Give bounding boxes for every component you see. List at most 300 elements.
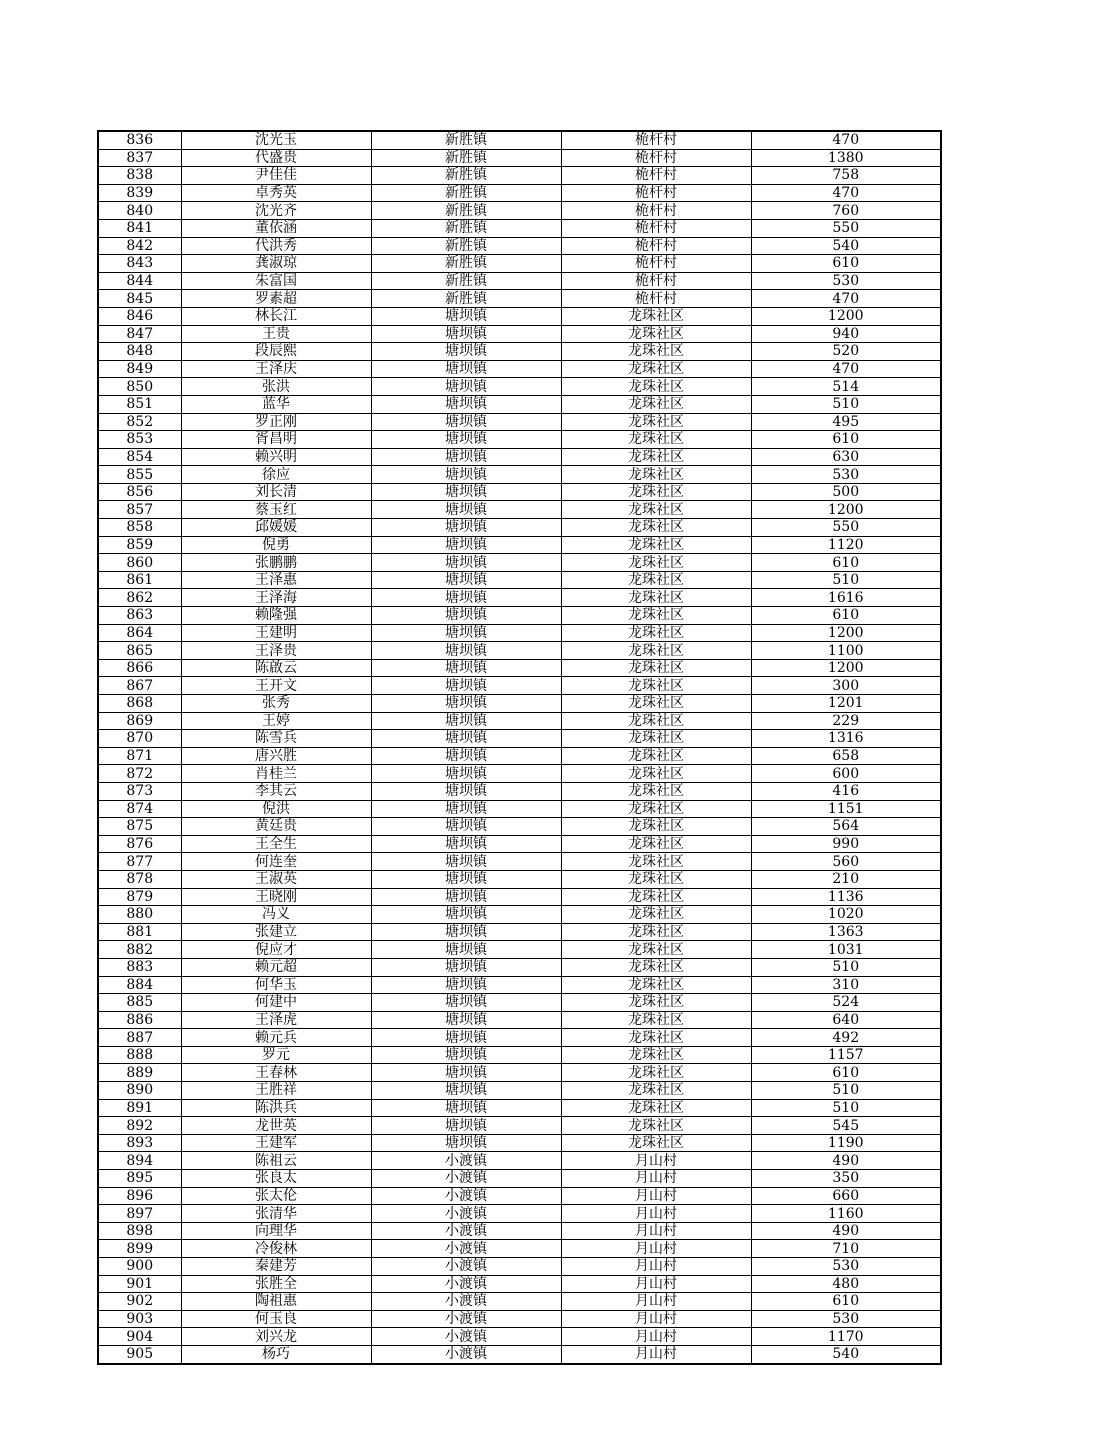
amount-cell: 1616 (751, 589, 941, 607)
town-cell: 小渡镇 (371, 1293, 561, 1311)
village-cell: 龙珠社区 (561, 466, 751, 484)
town-cell: 小渡镇 (371, 1275, 561, 1293)
town-cell: 新胜镇 (371, 219, 561, 237)
table-row (98, 1134, 941, 1152)
amount-cell: 520 (751, 343, 941, 361)
row-number-cell: 854 (98, 448, 181, 466)
amount-cell: 1160 (751, 1205, 941, 1223)
row-number-cell: 864 (98, 624, 181, 642)
amount-cell: 510 (751, 1099, 941, 1117)
town-cell: 塘坝镇 (371, 1082, 561, 1100)
row-number-cell: 841 (98, 219, 181, 237)
town-cell: 塘坝镇 (371, 1117, 561, 1135)
village-cell: 龙珠社区 (561, 501, 751, 519)
row-number-cell: 856 (98, 483, 181, 501)
name-cell: 王婷 (181, 712, 371, 730)
amount-cell: 550 (751, 519, 941, 537)
table-row (98, 888, 941, 906)
village-cell: 龙珠社区 (561, 923, 751, 941)
town-cell: 新胜镇 (371, 149, 561, 167)
village-cell: 月山村 (561, 1310, 751, 1328)
table-row (98, 307, 941, 325)
amount-cell: 630 (751, 448, 941, 466)
row-number-cell: 855 (98, 466, 181, 484)
name-cell: 董依涵 (181, 219, 371, 237)
name-cell: 代洪秀 (181, 237, 371, 255)
table-row (98, 1152, 941, 1170)
amount-cell: 550 (751, 219, 941, 237)
row-number-cell: 850 (98, 378, 181, 396)
town-cell: 塘坝镇 (371, 448, 561, 466)
town-cell: 塘坝镇 (371, 782, 561, 800)
village-cell: 龙珠社区 (561, 730, 751, 748)
name-cell: 刘兴龙 (181, 1328, 371, 1346)
village-cell: 龙珠社区 (561, 554, 751, 572)
row-number-cell: 865 (98, 642, 181, 660)
village-cell: 龙珠社区 (561, 395, 751, 413)
name-cell: 倪洪 (181, 800, 371, 818)
row-number-cell: 893 (98, 1134, 181, 1152)
row-number-cell: 840 (98, 202, 181, 220)
town-cell: 塘坝镇 (371, 1134, 561, 1152)
village-cell: 桅杆村 (561, 272, 751, 290)
town-cell: 塘坝镇 (371, 554, 561, 572)
row-number-cell: 863 (98, 607, 181, 625)
amount-cell: 470 (751, 290, 941, 308)
table-row (98, 202, 941, 220)
name-cell: 张洪 (181, 378, 371, 396)
amount-cell: 470 (751, 131, 941, 149)
amount-cell: 1157 (751, 1046, 941, 1064)
table-row (98, 923, 941, 941)
table-row (98, 466, 941, 484)
row-number-cell: 849 (98, 360, 181, 378)
row-number-cell: 877 (98, 853, 181, 871)
village-cell: 月山村 (561, 1205, 751, 1223)
town-cell: 塘坝镇 (371, 958, 561, 976)
village-cell: 桅杆村 (561, 219, 751, 237)
table-row (98, 765, 941, 783)
village-cell: 龙珠社区 (561, 870, 751, 888)
table-row (98, 554, 941, 572)
village-cell: 龙珠社区 (561, 958, 751, 976)
name-cell: 张清华 (181, 1205, 371, 1223)
amount-cell: 1363 (751, 923, 941, 941)
table-row (98, 571, 941, 589)
amount-cell: 510 (751, 958, 941, 976)
town-cell: 塘坝镇 (371, 642, 561, 660)
village-cell: 龙珠社区 (561, 888, 751, 906)
village-cell: 龙珠社区 (561, 835, 751, 853)
village-cell: 月山村 (561, 1152, 751, 1170)
table-row (98, 1170, 941, 1188)
amount-cell: 660 (751, 1187, 941, 1205)
amount-cell: 600 (751, 765, 941, 783)
row-number-cell: 867 (98, 677, 181, 695)
table-row (98, 730, 941, 748)
table-row (98, 1275, 941, 1293)
name-cell: 尹佳佳 (181, 167, 371, 185)
town-cell: 塘坝镇 (371, 976, 561, 994)
village-cell: 龙珠社区 (561, 1134, 751, 1152)
name-cell: 陈啟云 (181, 659, 371, 677)
amount-cell: 1170 (751, 1328, 941, 1346)
row-number-cell: 866 (98, 659, 181, 677)
town-cell: 新胜镇 (371, 167, 561, 185)
row-number-cell: 905 (98, 1345, 181, 1363)
village-cell: 龙珠社区 (561, 659, 751, 677)
table-row (98, 131, 941, 149)
town-cell: 塘坝镇 (371, 325, 561, 343)
village-cell: 龙珠社区 (561, 536, 751, 554)
name-cell: 沈光玉 (181, 131, 371, 149)
amount-cell: 416 (751, 782, 941, 800)
amount-cell: 610 (751, 1293, 941, 1311)
town-cell: 塘坝镇 (371, 941, 561, 959)
row-number-cell: 853 (98, 431, 181, 449)
row-number-cell: 890 (98, 1082, 181, 1100)
table-row (98, 536, 941, 554)
table-row (98, 1029, 941, 1047)
village-cell: 月山村 (561, 1293, 751, 1311)
table-row (98, 800, 941, 818)
village-cell: 桅杆村 (561, 237, 751, 255)
table-row (98, 255, 941, 273)
name-cell: 邱媛媛 (181, 519, 371, 537)
village-cell: 龙珠社区 (561, 413, 751, 431)
name-cell: 何建中 (181, 994, 371, 1012)
table-row (98, 976, 941, 994)
row-number-cell: 887 (98, 1029, 181, 1047)
town-cell: 小渡镇 (371, 1222, 561, 1240)
table-row (98, 853, 941, 871)
row-number-cell: 888 (98, 1046, 181, 1064)
name-cell: 陈祖云 (181, 1152, 371, 1170)
table-row (98, 290, 941, 308)
village-cell: 龙珠社区 (561, 448, 751, 466)
town-cell: 塘坝镇 (371, 1029, 561, 1047)
row-number-cell: 848 (98, 343, 181, 361)
amount-cell: 300 (751, 677, 941, 695)
town-cell: 塘坝镇 (371, 659, 561, 677)
name-cell: 赖隆强 (181, 607, 371, 625)
name-cell: 肖桂兰 (181, 765, 371, 783)
name-cell: 赖兴明 (181, 448, 371, 466)
name-cell: 秦建芳 (181, 1258, 371, 1276)
name-cell: 何华玉 (181, 976, 371, 994)
amount-cell: 530 (751, 466, 941, 484)
amount-cell: 640 (751, 1011, 941, 1029)
town-cell: 塘坝镇 (371, 1011, 561, 1029)
town-cell: 小渡镇 (371, 1310, 561, 1328)
row-number-cell: 851 (98, 395, 181, 413)
amount-cell: 530 (751, 1310, 941, 1328)
name-cell: 杨巧 (181, 1345, 371, 1363)
table-row (98, 958, 941, 976)
row-number-cell: 869 (98, 712, 181, 730)
row-number-cell: 873 (98, 782, 181, 800)
village-cell: 龙珠社区 (561, 1029, 751, 1047)
row-number-cell: 858 (98, 519, 181, 537)
town-cell: 塘坝镇 (371, 906, 561, 924)
row-number-cell: 842 (98, 237, 181, 255)
table-row (98, 607, 941, 625)
town-cell: 塘坝镇 (371, 571, 561, 589)
row-number-cell: 870 (98, 730, 181, 748)
row-number-cell: 836 (98, 131, 181, 149)
table-row (98, 149, 941, 167)
amount-cell: 350 (751, 1170, 941, 1188)
name-cell: 何连奎 (181, 853, 371, 871)
village-cell: 龙珠社区 (561, 1064, 751, 1082)
name-cell: 唐兴胜 (181, 747, 371, 765)
name-cell: 赖元超 (181, 958, 371, 976)
table-row (98, 519, 941, 537)
village-cell: 月山村 (561, 1222, 751, 1240)
town-cell: 塘坝镇 (371, 413, 561, 431)
name-cell: 王胜祥 (181, 1082, 371, 1100)
name-cell: 陈雪兵 (181, 730, 371, 748)
row-number-cell: 884 (98, 976, 181, 994)
name-cell: 陈洪兵 (181, 1099, 371, 1117)
village-cell: 月山村 (561, 1275, 751, 1293)
amount-cell: 492 (751, 1029, 941, 1047)
amount-cell: 500 (751, 483, 941, 501)
town-cell: 新胜镇 (371, 272, 561, 290)
row-number-cell: 898 (98, 1222, 181, 1240)
data-table (97, 130, 942, 1365)
table-row (98, 1222, 941, 1240)
amount-cell: 1120 (751, 536, 941, 554)
village-cell: 龙珠社区 (561, 589, 751, 607)
village-cell: 桅杆村 (561, 202, 751, 220)
village-cell: 桅杆村 (561, 255, 751, 273)
row-number-cell: 872 (98, 765, 181, 783)
row-number-cell: 837 (98, 149, 181, 167)
table-row (98, 1064, 941, 1082)
village-cell: 龙珠社区 (561, 941, 751, 959)
village-cell: 龙珠社区 (561, 325, 751, 343)
row-number-cell: 843 (98, 255, 181, 273)
village-cell: 月山村 (561, 1170, 751, 1188)
town-cell: 小渡镇 (371, 1240, 561, 1258)
amount-cell: 470 (751, 184, 941, 202)
table-row (98, 1117, 941, 1135)
table-row (98, 642, 941, 660)
town-cell: 塘坝镇 (371, 765, 561, 783)
town-cell: 塘坝镇 (371, 483, 561, 501)
village-cell: 龙珠社区 (561, 607, 751, 625)
table-row (98, 712, 941, 730)
name-cell: 段辰熙 (181, 343, 371, 361)
row-number-cell: 896 (98, 1187, 181, 1205)
town-cell: 塘坝镇 (371, 994, 561, 1012)
amount-cell: 1031 (751, 941, 941, 959)
town-cell: 塘坝镇 (371, 853, 561, 871)
table-row (98, 1205, 941, 1223)
table-row (98, 994, 941, 1012)
amount-cell: 545 (751, 1117, 941, 1135)
town-cell: 新胜镇 (371, 237, 561, 255)
amount-cell: 470 (751, 360, 941, 378)
name-cell: 张良太 (181, 1170, 371, 1188)
table-row (98, 870, 941, 888)
amount-cell: 540 (751, 237, 941, 255)
row-number-cell: 904 (98, 1328, 181, 1346)
village-cell: 龙珠社区 (561, 994, 751, 1012)
name-cell: 蓝华 (181, 395, 371, 413)
name-cell: 冯义 (181, 906, 371, 924)
row-number-cell: 844 (98, 272, 181, 290)
town-cell: 塘坝镇 (371, 870, 561, 888)
town-cell: 小渡镇 (371, 1328, 561, 1346)
town-cell: 塘坝镇 (371, 519, 561, 537)
amount-cell: 1200 (751, 659, 941, 677)
village-cell: 龙珠社区 (561, 343, 751, 361)
row-number-cell: 857 (98, 501, 181, 519)
village-cell: 月山村 (561, 1187, 751, 1205)
amount-cell: 490 (751, 1152, 941, 1170)
amount-cell: 1316 (751, 730, 941, 748)
table-body (98, 131, 941, 1364)
table-row (98, 835, 941, 853)
village-cell: 龙珠社区 (561, 1117, 751, 1135)
table-row (98, 659, 941, 677)
row-number-cell: 880 (98, 906, 181, 924)
town-cell: 塘坝镇 (371, 431, 561, 449)
name-cell: 倪勇 (181, 536, 371, 554)
name-cell: 王建军 (181, 1134, 371, 1152)
village-cell: 龙珠社区 (561, 378, 751, 396)
amount-cell: 310 (751, 976, 941, 994)
table-row (98, 167, 941, 185)
name-cell: 王泽惠 (181, 571, 371, 589)
table-row (98, 325, 941, 343)
village-cell: 龙珠社区 (561, 976, 751, 994)
amount-cell: 210 (751, 870, 941, 888)
village-cell: 桅杆村 (561, 290, 751, 308)
row-number-cell: 875 (98, 818, 181, 836)
village-cell: 月山村 (561, 1345, 751, 1363)
town-cell: 塘坝镇 (371, 343, 561, 361)
village-cell: 龙珠社区 (561, 782, 751, 800)
town-cell: 塘坝镇 (371, 712, 561, 730)
table-row (98, 1082, 941, 1100)
row-number-cell: 878 (98, 870, 181, 888)
amount-cell: 1380 (751, 149, 941, 167)
town-cell: 塘坝镇 (371, 835, 561, 853)
amount-cell: 560 (751, 853, 941, 871)
amount-cell: 658 (751, 747, 941, 765)
town-cell: 新胜镇 (371, 202, 561, 220)
name-cell: 冷俊林 (181, 1240, 371, 1258)
village-cell: 龙珠社区 (561, 747, 751, 765)
table-row (98, 1328, 941, 1346)
name-cell: 刘长清 (181, 483, 371, 501)
row-number-cell: 838 (98, 167, 181, 185)
amount-cell: 1200 (751, 624, 941, 642)
row-number-cell: 886 (98, 1011, 181, 1029)
table-row (98, 448, 941, 466)
amount-cell: 1200 (751, 501, 941, 519)
table-row (98, 906, 941, 924)
village-cell: 龙珠社区 (561, 800, 751, 818)
row-number-cell: 879 (98, 888, 181, 906)
town-cell: 塘坝镇 (371, 747, 561, 765)
village-cell: 龙珠社区 (561, 906, 751, 924)
name-cell: 王开文 (181, 677, 371, 695)
town-cell: 塘坝镇 (371, 466, 561, 484)
row-number-cell: 871 (98, 747, 181, 765)
town-cell: 塘坝镇 (371, 607, 561, 625)
table-row (98, 184, 941, 202)
table-row (98, 677, 941, 695)
name-cell: 黄廷贵 (181, 818, 371, 836)
table-row (98, 1293, 941, 1311)
name-cell: 何玉良 (181, 1310, 371, 1328)
village-cell: 月山村 (561, 1258, 751, 1276)
name-cell: 赖元兵 (181, 1029, 371, 1047)
village-cell: 桅杆村 (561, 184, 751, 202)
town-cell: 塘坝镇 (371, 1099, 561, 1117)
amount-cell: 1201 (751, 695, 941, 713)
village-cell: 龙珠社区 (561, 1082, 751, 1100)
table-row (98, 413, 941, 431)
row-number-cell: 903 (98, 1310, 181, 1328)
row-number-cell: 862 (98, 589, 181, 607)
name-cell: 沈光齐 (181, 202, 371, 220)
amount-cell: 480 (751, 1275, 941, 1293)
amount-cell: 510 (751, 1082, 941, 1100)
table-row (98, 695, 941, 713)
table-row (98, 483, 941, 501)
amount-cell: 1136 (751, 888, 941, 906)
name-cell: 胥昌明 (181, 431, 371, 449)
town-cell: 塘坝镇 (371, 1064, 561, 1082)
amount-cell: 1020 (751, 906, 941, 924)
town-cell: 塘坝镇 (371, 378, 561, 396)
town-cell: 小渡镇 (371, 1152, 561, 1170)
amount-cell: 229 (751, 712, 941, 730)
row-number-cell: 901 (98, 1275, 181, 1293)
row-number-cell: 868 (98, 695, 181, 713)
row-number-cell: 892 (98, 1117, 181, 1135)
row-number-cell: 902 (98, 1293, 181, 1311)
table-row (98, 237, 941, 255)
row-number-cell: 897 (98, 1205, 181, 1223)
amount-cell: 1190 (751, 1134, 941, 1152)
name-cell: 王泽虎 (181, 1011, 371, 1029)
amount-cell: 990 (751, 835, 941, 853)
village-cell: 龙珠社区 (561, 360, 751, 378)
town-cell: 塘坝镇 (371, 923, 561, 941)
amount-cell: 530 (751, 1258, 941, 1276)
amount-cell: 610 (751, 554, 941, 572)
name-cell: 倪应才 (181, 941, 371, 959)
name-cell: 罗素超 (181, 290, 371, 308)
village-cell: 龙珠社区 (561, 483, 751, 501)
table-row (98, 1099, 941, 1117)
table-row (98, 1046, 941, 1064)
row-number-cell: 882 (98, 941, 181, 959)
town-cell: 塘坝镇 (371, 800, 561, 818)
table-row (98, 624, 941, 642)
name-cell: 罗元 (181, 1046, 371, 1064)
row-number-cell: 881 (98, 923, 181, 941)
table-row (98, 747, 941, 765)
town-cell: 新胜镇 (371, 184, 561, 202)
amount-cell: 1200 (751, 307, 941, 325)
